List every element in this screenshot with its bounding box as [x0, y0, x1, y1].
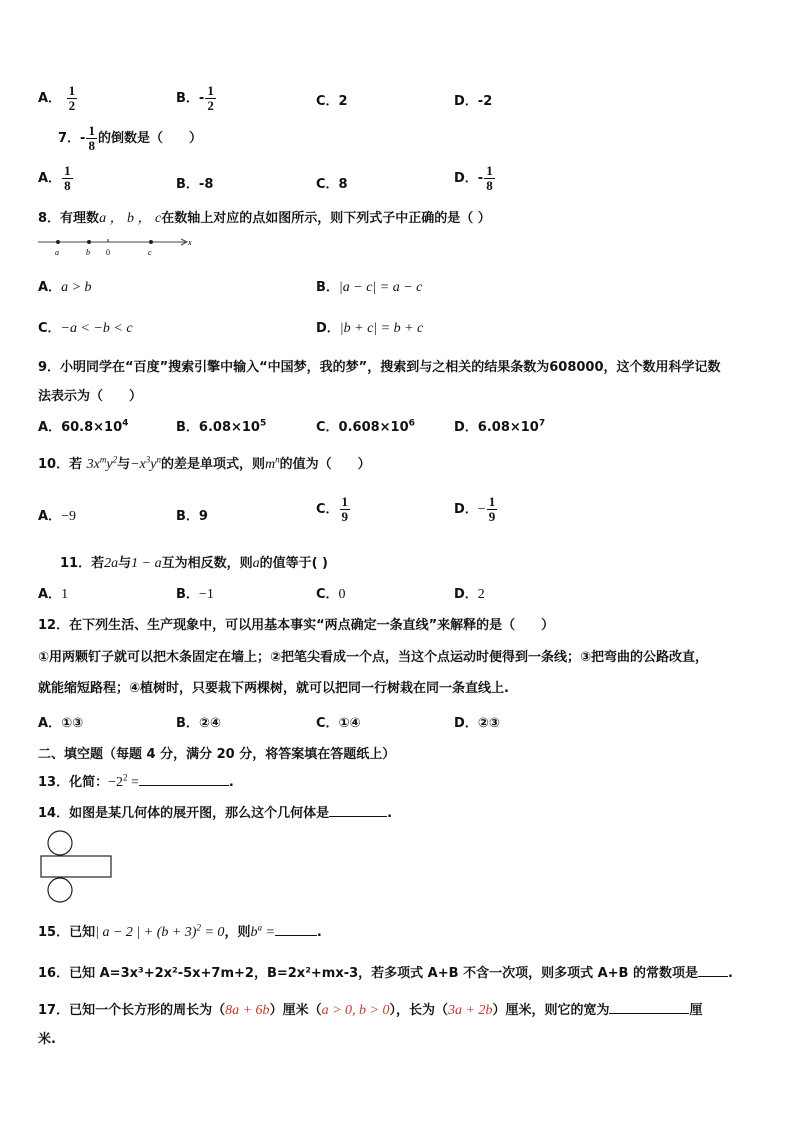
answer-blank[interactable] — [609, 1001, 689, 1014]
q8-option-d: D．|b + c| = b + c — [316, 321, 424, 336]
answer-blank[interactable] — [275, 923, 317, 936]
fraction: $\frac{1}{2}$ — [207, 83, 214, 113]
q9-option-b: B．$6.08\times 10^5$ — [176, 418, 267, 435]
fraction: $\frac{1}{8}$ — [486, 163, 493, 193]
point-c-label: c — [148, 248, 152, 257]
question-9-line1: 9．小明同学在“百度”搜索引擎中输入“中国梦，我的梦”，搜索到与之相关的结果条数为608000，这个数用科学记数 — [38, 360, 721, 375]
q6-option-c: C．2 — [316, 94, 348, 109]
q12-option-c: C．①④ — [316, 716, 361, 731]
q10-option-a: A．−9 — [38, 509, 76, 524]
q11-option-b: B．−1 — [176, 587, 214, 602]
q10-option-c: C． $\frac{1}{9}$ — [316, 494, 349, 524]
point-a — [56, 240, 60, 244]
q11-option-c: C．0 — [316, 587, 346, 602]
q7-option-c: C．8 — [316, 177, 348, 192]
point-c — [149, 240, 153, 244]
axis-x-label: x — [188, 238, 192, 247]
q12-option-b: B．②④ — [176, 716, 221, 731]
question-12-line1: ①用两颗钉子就可以把木条固定在墙上；②把笔尖看成一个点，当这个点运动时便得到一条线；③把弯曲的公路改直， — [38, 650, 709, 665]
point-b — [87, 240, 91, 244]
question-16: 16．已知 A=3x³+2x²-5x+7m+2，B=2x²+mx-3，若多项式 A+B 不含一次项，则多项式 A+B 的常数项是 . — [38, 966, 733, 981]
top-circle — [48, 831, 72, 855]
question-17-line1: 17．已知一个长方形的周长为（8a + 6b）厘米（a > 0, b > 0），长为（3a + 2b）厘米，则它的宽为 厘 — [38, 1003, 703, 1018]
question-11-stem: 11．若2a与1 − a互为相反数，则a的值等于( ) — [60, 556, 329, 571]
question-12-line2: 就能缩短路程；④植树时，只要栽下两棵树，就可以把同一行树栽在同一条直线上. — [38, 681, 509, 696]
section-2-title: 二、填空题（每题 4 分，满分 20 分，将答案填在答题纸上） — [38, 747, 396, 762]
question-9-line2: 法表示为（ ） — [38, 389, 143, 404]
question-17-line2: 米. — [38, 1032, 56, 1047]
bottom-circle — [48, 878, 72, 902]
point-a-label: a — [55, 248, 59, 257]
fraction: $\frac{1}{2}$ — [68, 83, 76, 113]
fraction: $\frac{1}{9}$ — [488, 494, 496, 524]
q12-option-a: A．①③ — [38, 716, 84, 731]
question-14: 14．如图是某几何体的展开图，那么这个几何体是 . — [38, 806, 393, 821]
q7-option-a: A． $\frac{1}{8}$ — [38, 163, 71, 193]
lateral-rectangle — [41, 856, 111, 877]
q8-option-c: C．−a < −b < c — [38, 321, 133, 336]
cylinder-net-figure — [38, 828, 118, 908]
q10-option-d: D．− $\frac{1}{9}$ — [454, 494, 496, 524]
origin-label: 0 — [106, 248, 110, 257]
q8-option-b: B．|a − c| = a − c — [316, 280, 423, 295]
answer-blank[interactable] — [329, 804, 387, 817]
q11-option-d: D．2 — [454, 587, 485, 602]
q6-option-d: D．-2 — [454, 94, 493, 109]
number-line-figure — [36, 234, 196, 258]
q9-option-d: D．$6.08\times 10^7$ — [454, 418, 546, 435]
question-10-stem: 10．若 $3x^my^2$与$-x^3y^n$的差是单项式，则$m^n$的值为（ ） — [38, 454, 371, 472]
q7-option-b: B．-8 — [176, 177, 214, 192]
q12-option-d: D．②③ — [454, 716, 500, 731]
q11-option-a: A．1 — [38, 587, 69, 602]
fraction: $\frac{1}{8}$ — [64, 163, 71, 193]
q6-option-b: B．- $\frac{1}{2}$ — [176, 83, 214, 113]
question-12-stem: 12．在下列生活、生产现象中，可以用基本事实“两点确定一条直线”来解释的是（ ） — [38, 618, 555, 633]
q7-option-d: D．- $\frac{1}{8}$ — [454, 163, 493, 193]
fraction: $\frac{1}{9}$ — [341, 494, 349, 524]
q9-option-a: A．$60.8\times 10^4$ — [38, 418, 129, 435]
q8-option-a: A．a > b — [38, 280, 92, 295]
question-7-stem: 7．- $\frac{1}{8}$ 的倒数是（ ） — [58, 123, 202, 153]
point-b-label: b — [86, 248, 90, 257]
question-13: 13．化简：$-2^2$ = . — [38, 772, 234, 790]
q9-option-c: C．$0.608\times 10^6$ — [316, 418, 415, 435]
q6-option-a: A． $\frac{1}{2}$ — [38, 83, 76, 113]
question-15: 15．已知| a − 2 | + $(b + 3)^2 = 0$，则$b^a$ = . — [38, 922, 322, 940]
question-8-stem: 8．有理数a ， b ， c在数轴上对应的点如图所示，则下列式子中正确的是（ ） — [38, 211, 491, 226]
q10-option-b: B．9 — [176, 509, 208, 524]
answer-blank[interactable] — [698, 964, 728, 977]
answer-blank[interactable] — [139, 773, 229, 786]
fraction: $\frac{1}{8}$ — [88, 123, 95, 153]
